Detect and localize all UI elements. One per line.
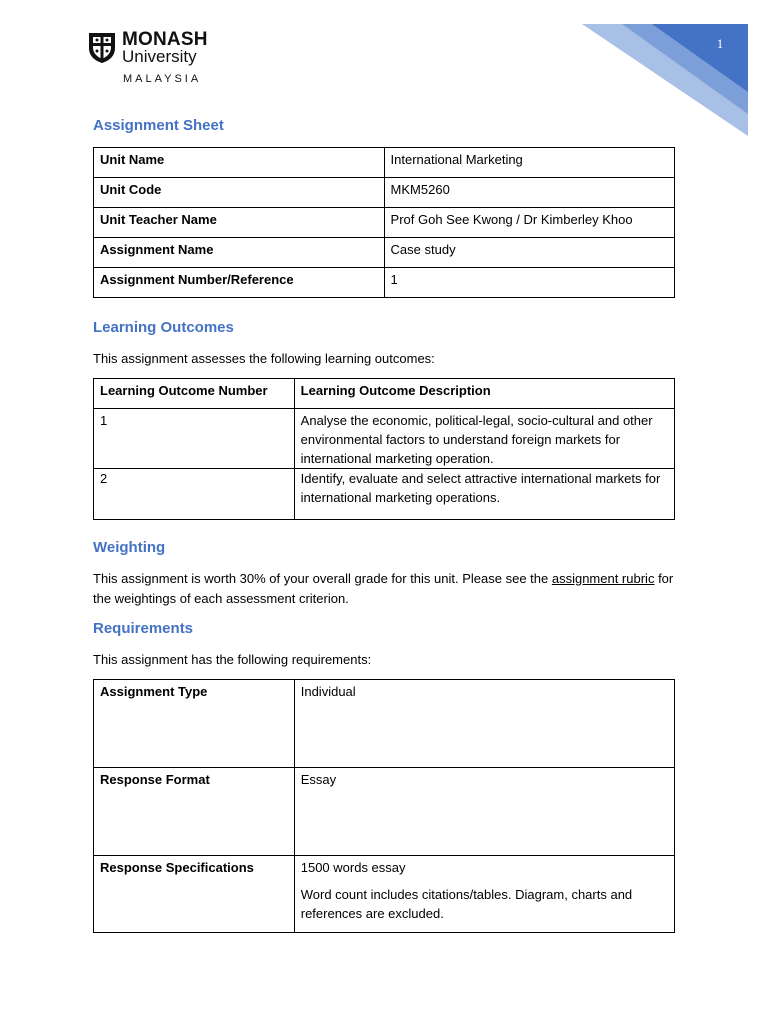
assignment-sheet-heading: Assignment Sheet (93, 117, 224, 134)
monash-logo (88, 30, 213, 88)
table-row (94, 680, 675, 768)
weighting-heading: Weighting (93, 539, 166, 556)
table-row (94, 238, 675, 268)
lo-description-header: Learning Outcome Description (294, 379, 674, 409)
table-row (94, 268, 675, 298)
response-spec-line1: 1500 words essay (300, 860, 406, 875)
table-row (94, 469, 675, 520)
learning-outcomes-heading: Learning Outcomes (93, 319, 234, 336)
assignment-name-label: Assignment Name (94, 238, 385, 268)
table-row (94, 409, 675, 469)
table-row (94, 178, 675, 208)
table-row (94, 768, 675, 856)
logo-malaysia-text: MALAYSIA (123, 73, 202, 85)
learning-outcomes-intro: This assignment assesses the following learning outcomes: (93, 351, 435, 366)
unit-teacher-label: Unit Teacher Name (94, 208, 385, 238)
response-specifications-label: Response Specifications (94, 856, 295, 933)
assignment-type-value: Individual (294, 680, 674, 768)
lo-number-cell: 1 (94, 409, 295, 469)
unit-code-label: Unit Code (94, 178, 385, 208)
response-format-value: Essay (294, 768, 674, 856)
page-number: 1 (716, 36, 724, 51)
unit-code-value: MKM5260 (384, 178, 674, 208)
table-row (94, 208, 675, 238)
weighting-text-after: for the weightings of each assessment criterion. (93, 571, 674, 606)
assignment-number-value: 1 (384, 268, 674, 298)
assignment-rubric-link[interactable]: assignment rubric (551, 571, 655, 586)
requirements-heading: Requirements (93, 620, 194, 637)
requirements-intro: This assignment has the following requirements: (93, 652, 372, 667)
unit-name-value: International Marketing (384, 148, 674, 178)
logo-monash-text: MONASH (122, 29, 208, 50)
lo-number-cell: 2 (94, 469, 295, 520)
lo-description-cell: Analyse the economic, political-legal, socio-cultural and other environmental factors to understand foreign markets for international marketing operation. (294, 409, 674, 469)
response-spec-line2: Word count includes citations/tables. Diagram, charts and references are excluded. (300, 887, 633, 921)
lo-description-cell: Identify, evaluate and select attractive international markets for international marketing operations. (294, 469, 674, 520)
assignment-sheet-table (93, 147, 675, 298)
monash-crest-icon (88, 32, 116, 64)
assignment-type-label: Assignment Type (94, 680, 295, 768)
requirements-table (93, 679, 675, 933)
weighting-paragraph (93, 569, 683, 609)
table-row (94, 148, 675, 178)
response-specifications-value (294, 856, 674, 933)
table-row (94, 379, 675, 409)
table-row (94, 856, 675, 933)
assignment-name-value: Case study (384, 238, 674, 268)
unit-name-label: Unit Name (94, 148, 385, 178)
assignment-number-label: Assignment Number/Reference (94, 268, 385, 298)
lo-number-header: Learning Outcome Number (94, 379, 295, 409)
response-format-label: Response Format (94, 768, 295, 856)
learning-outcomes-table (93, 378, 675, 520)
logo-university-text: University (122, 47, 197, 66)
weighting-text-before: This assignment is worth 30% of your overall grade for this unit. Please see the (93, 571, 552, 586)
unit-teacher-value: Prof Goh See Kwong / Dr Kimberley Khoo (384, 208, 674, 238)
